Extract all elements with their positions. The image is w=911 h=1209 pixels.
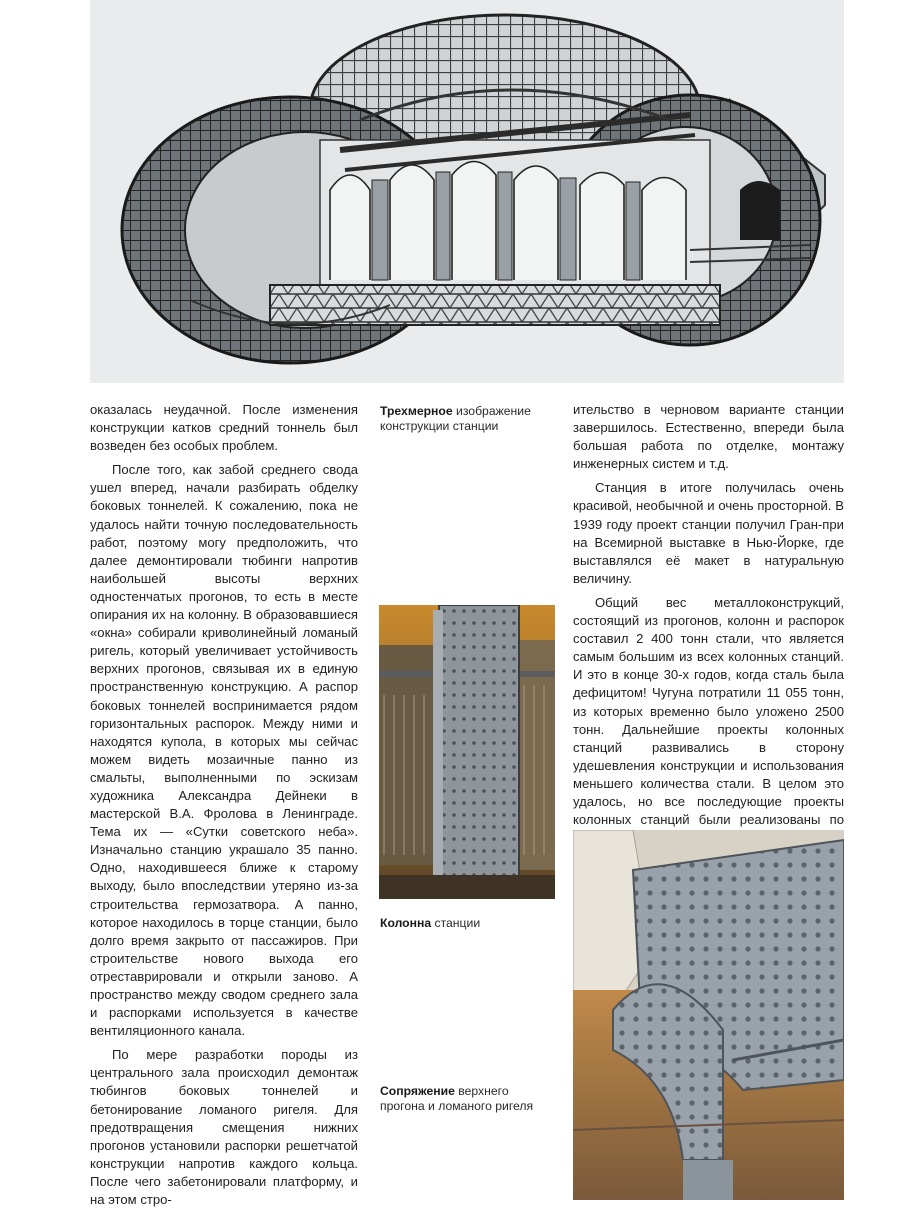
paragraph: После того, как забой среднего свода ушел вперед, начали разбирать обделку боковых тоннелей. К сожалению, пока не удалось найти точную последовательность работ, поэтому могу предположить, что далее демонтировали тюбинги напротив наибольшей высоты верхних одностенчатых прогонов, то есть в месте опирания их на колонну. В образовавшиеся «окна» собирали криволинейный ломаный ригель, который увеличивает устойчивость верхних прогонов, связывая их в единую пространственную конструкцию. А распор боковых тоннелей воспринимается рядом горизонтальных распорок. Между ними и находятся купола, в которых мы сейчас можем видеть мозаичные панно из смальты, выполненными по эскизам художника Александра Дейнеки в мастерской В.А. Фролова в Ленинграде. Тема их — «Сутки советского неба». Изначально станцию украшало 35 панно. Одно, находившееся ближе к старому выходу, было впоследствии утеряно из-за строительства гермозатвора. А панно, которое находилось в торце станции, было долго время закрыто от пассажиров. При строительстве нового выхода его отреставрировали и открыли заново. А пространство между сводом среднего зала и распорками используется в качестве вентиляционного канала. <box>90 462 358 1039</box>
caption-3d-image-rest: изображение конструкции станции <box>380 404 531 433</box>
paragraph: Общий вес металлоконструкций, состоящий из прогонов, колонн и распорок составил 2 400 тонн стали, что является самым большим из всех колонных станций. И это в конце 30-х годов, когда сталь была дефицитом! Чугуна потратили 11 055 тонн, из которых временно было уложено 2500 тонн. Дальнейшие проекты колонных станций развивались в сторону удешевления конструкции и использования меньшего количества стали. В целом это удалось, но все последующие проекты колонных станций были реализованы по <box>573 594 844 828</box>
caption-column <box>380 916 550 931</box>
caption-3d-image <box>380 404 550 434</box>
article-right-column <box>573 401 844 847</box>
caption-column-bold: Колонна <box>380 916 432 930</box>
junction-photo <box>573 830 844 1200</box>
caption-junction-bold: Сопряжение <box>380 1084 455 1098</box>
article-left-column <box>90 401 358 1209</box>
caption-junction-rest: верхнего прогона и ломаного ригеля <box>380 1084 534 1113</box>
paragraph: По мере разработки породы из центрального зала происходил демонтаж тюбингов боковых тоннелей и бетонирование ломаного ригеля. Для предотвращения смещения нижних прогонов установили распорки решетчатой конструкции напротив каждого кольца. После чего забетонировали платформу, и на этом стро- <box>90 1047 358 1208</box>
caption-junction <box>380 1084 550 1114</box>
paragraph: оказалась неудачной. После изменения конструкции катков средний тоннель был возведен без особых проблем. <box>90 402 358 454</box>
caption-column-rest: станции <box>431 916 481 930</box>
station-cutaway-drawing <box>90 0 844 383</box>
caption-3d-image-bold: Трехмерное <box>380 404 453 418</box>
column-photo <box>379 605 555 899</box>
paragraph: Станция в итоге получилась очень красивой, необычной и очень просторной. В 1939 году проект станции получил Гран-при на Всемирной выставке в Нью-Йорке, где выставлялся её макет в натуральную величину. <box>573 480 844 586</box>
paragraph: ительство в черновом варианте станции завершилось. Естественно, впереди была большая работа по отделке, монтажу инженерных систем и т.д. <box>573 402 844 472</box>
